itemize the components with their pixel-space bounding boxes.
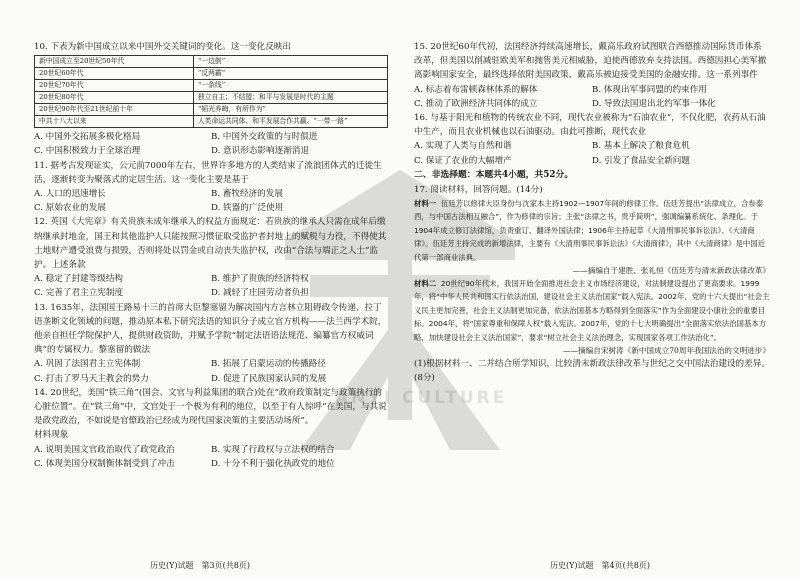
option-d[interactable]: D. 导致法国退出北约军事一体化 <box>592 98 716 109</box>
table-cell: 20世纪60年代 <box>35 68 194 80</box>
option-a[interactable]: A. 实现了人类与自然和谐 <box>414 141 512 152</box>
question-stem: 10. 下表为新中国成立以来中国外交关键词的变化。这一变化反映出 <box>34 42 292 52</box>
material-2 <box>414 277 770 344</box>
table-cell: “反两霸” <box>193 68 387 80</box>
question-options <box>34 272 388 300</box>
option-a[interactable]: A. 稳定了封建等级结构 <box>34 274 124 285</box>
table-cell: 独立自主；不结盟；和平与发展是时代的主题 <box>193 92 387 104</box>
material-text: 20世纪90年代末，我国开始全面推进社会主义市场经济建设，对法制建设提出了更高要求。1999年，将“中华人民共和国实行依法治国，建设社会主义法治国家”载入宪法。2002年，党的十六大提出“社会主义民主更加完善，社会主义法制更加完备，依法治国基本方略得到全面落实”作为全面建设小康社会的重要目标。2004年，将“国家尊重和保障人权”载入宪法。2007年，党的十七大明确提出“全面落实依法治国基本方略，加快建设社会主义法治国家”，要求“树立社会主义法治理念，实现国家各项工作法治化”。 <box>414 279 770 342</box>
page-footer: 历史(Y)试题 第3页(共8页) <box>150 561 250 570</box>
option-d[interactable]: D. 意识形态影响逐渐消退 <box>211 146 309 157</box>
option-d[interactable]: D. 引发了食品安全新问题 <box>592 155 690 166</box>
option-c[interactable]: C. 中国积极致力于全球治理 <box>34 146 141 157</box>
table-row <box>35 80 388 92</box>
question-label: 材料现象 <box>34 430 69 441</box>
table-row <box>35 104 388 116</box>
table-row <box>35 68 388 80</box>
option-a[interactable]: A. 巩固了法国君主立宪体制 <box>34 359 141 370</box>
option-c[interactable]: C. 保证了农业的大幅增产 <box>414 155 512 166</box>
material-source: ——摘编自宋树涛《新中国成立70周年我国法治的文明进步》 <box>562 346 770 356</box>
table-row <box>35 56 388 68</box>
question-13 <box>34 301 388 386</box>
material-lead: 材料二 <box>414 279 437 289</box>
question-stem: 13. 1635年，法国国王路易十三的首席大臣黎塞留为解决国内方言林立阻碍政令传递、拉丁语垄断文化领域的问题，推动原本私下研究法语的知识分子成立官方机构——法兰西学术院，他亲自担任学院保护人，提供财政资助，并赋予学院“制定法语语法规范、编纂官方权威词典”的专属权力。黎塞留的做法 <box>34 302 387 356</box>
material-1 <box>414 197 770 264</box>
table-cell: “一条线” <box>193 80 387 92</box>
table-cell: 中共十八大以来 <box>35 116 194 128</box>
watermark-brand: ANYI CULTURE <box>335 388 508 408</box>
option-b[interactable]: B. 畜牧经济的发展 <box>211 189 283 200</box>
option-c[interactable]: C. 体现美国分权制衡体制受到了冲击 <box>34 458 175 469</box>
option-c[interactable]: C. 打击了罗马天主教会的势力 <box>34 373 149 384</box>
table-cell: “一边倒” <box>193 56 387 68</box>
option-c[interactable]: C. 推动了欧洲经济共同体的成立 <box>414 98 538 109</box>
option-a[interactable]: A. 说明美国文官政治取代了政党政治 <box>34 444 175 455</box>
table-cell: 20世纪80年代 <box>35 92 194 104</box>
table-cell: 人类命运共同体、和平发展合作共赢、“一带一路” <box>193 116 387 128</box>
table-cell: 新中国成立至20世纪50年代 <box>35 56 194 68</box>
question-options <box>414 83 770 111</box>
question-stem: 14. 20世纪，美国“铁三角”(国会、文官与利益集团的联合)处在“政府政策制定与政策执行的心脏位置”。在“铁三角”中，文官处于一个极为有利的地位，以至于有人惊呼“在美国，与其说是政党政治，不如说是官僚政治已经成为现代国家决策的主要活动场所”。 <box>34 387 387 427</box>
option-a[interactable]: A. 人口的迅速增长 <box>34 189 106 200</box>
option-c[interactable]: C. 原始农业的发展 <box>34 203 106 214</box>
question-options <box>34 130 388 158</box>
right-page <box>400 0 800 579</box>
option-c[interactable]: C. 完善了君主立宪制度 <box>34 288 124 299</box>
question-stem: 12. 英国《大宪章》有关贵族未成年继承人的权益方面规定：若贵族的继承人只需在成年后缴纳继承封地金，国王和其他监护人只能按照习惯征取受监护者封地上的赋税与力役，不得使其土地财产遭受浪费与损毁，否则将处以罚金或自动丧失监护权，改由“合法与端正之人士”监护。上述条款 <box>34 217 387 271</box>
table-row <box>35 116 388 128</box>
question-options <box>34 187 388 215</box>
page-footer: 历史(Y)试题 第4页(共8页) <box>550 561 650 570</box>
question-11 <box>34 159 388 216</box>
material-source: ——摘编自于建胜、张礼恒《伍廷芳与清末新政法律改革》 <box>572 266 770 276</box>
table-cell: 20世纪90年代至21世纪前十年 <box>35 104 194 116</box>
question-12 <box>34 215 388 300</box>
question-17 <box>414 183 770 386</box>
question-options <box>34 443 388 471</box>
question-stem: 17. 阅读材料，回答问题。(14分) <box>414 184 543 195</box>
question-stem: 16. 与基于阳光和植物的传统农业不同，现代农业被称为“石油农业”，不仅化肥，农药从石油中生产，而且农业机械也以石油驱动。由此可推断，现代农业 <box>414 113 766 138</box>
option-d[interactable]: D. 促进了民族国家认同的发展 <box>211 373 327 384</box>
option-d[interactable]: D. 铁器的广泛使用 <box>211 203 284 214</box>
table-cell: “韬光养晦，有所作为” <box>193 104 387 116</box>
diplomacy-keywords-table <box>34 55 388 128</box>
question-options <box>34 357 388 385</box>
section-heading: 二、非选择题：本题共4小题，共52分。 <box>414 169 574 180</box>
table-cell: 20世纪70年代 <box>35 80 194 92</box>
material-lead: 材料一 <box>414 199 437 209</box>
option-b[interactable]: B. 基本上解决了粮食危机 <box>592 141 690 152</box>
option-a[interactable]: A. 标志着布雷顿森林体系的解体 <box>414 84 538 95</box>
question-options <box>414 139 770 167</box>
option-b[interactable]: B. 实现了行政权与立法权的结合 <box>211 444 335 455</box>
question-10 <box>34 40 388 159</box>
option-b[interactable]: B. 维护了贵族的经济特权 <box>211 274 309 285</box>
question-stem: 11. 据考古发现证实，公元前7000年左右，世界许多地方的人类结束了流浪团体式的迁徙生活，逐渐转变为聚落式的定居生活。这一变化主要是基于 <box>34 160 382 185</box>
question-stem: 15. 20世纪60年代初，法国经济持续高速增长，戴高乐政府试图联合西德推动国际货币体系改革，但美国以削减驻欧美军和抛售美元相威胁，迫使西德放弃支持法国。西德因担心美军撤离影响国家安全，最终选择依附美国政策，戴高乐被迫接受美国的金融安排。这一系列事件 <box>414 42 767 81</box>
option-b[interactable]: B. 拓展了启蒙运动的传播路径 <box>211 359 326 370</box>
material-text: 伍廷芳以修律大臣身份与沈家本主持1902—1907年间的修律工作。伍廷芳提出“法律成立，合参泰西，与中国古法相互融合”，作为修律的宗旨；主张“法律之书，贵乎简明”，强调编纂系统化、条理化。于1904年成立修订法律馆，负责重订、翻译外国法律；1906年主持起草《大清刑事民事诉讼法》、《大清商律》。伍廷芳主持完成的新增法律，主要有《大清刑事民事诉讼法》《大清商律》，其中《大清商律》是中国近代第一部商业法典。 <box>414 199 766 262</box>
option-a[interactable]: A. 中国外交拓展多极化格局 <box>34 132 141 143</box>
option-b[interactable]: B. 中国外交政策的与时俱进 <box>211 132 318 143</box>
option-d[interactable]: D. 十分不利于强化执政党的地位 <box>211 458 335 469</box>
option-b[interactable]: B. 体现出军事同盟的约束作用 <box>592 84 707 95</box>
question-16 <box>414 111 770 168</box>
question-15 <box>414 40 770 111</box>
table-row <box>35 92 388 104</box>
option-d[interactable]: D. 减轻了庄园劳动者负担 <box>211 288 309 299</box>
sub-question-1: (1)根据材料一、二并结合所学知识，比较清末新政法律改革与世纪之交中国法治建设的差异。(8分) <box>414 359 770 384</box>
